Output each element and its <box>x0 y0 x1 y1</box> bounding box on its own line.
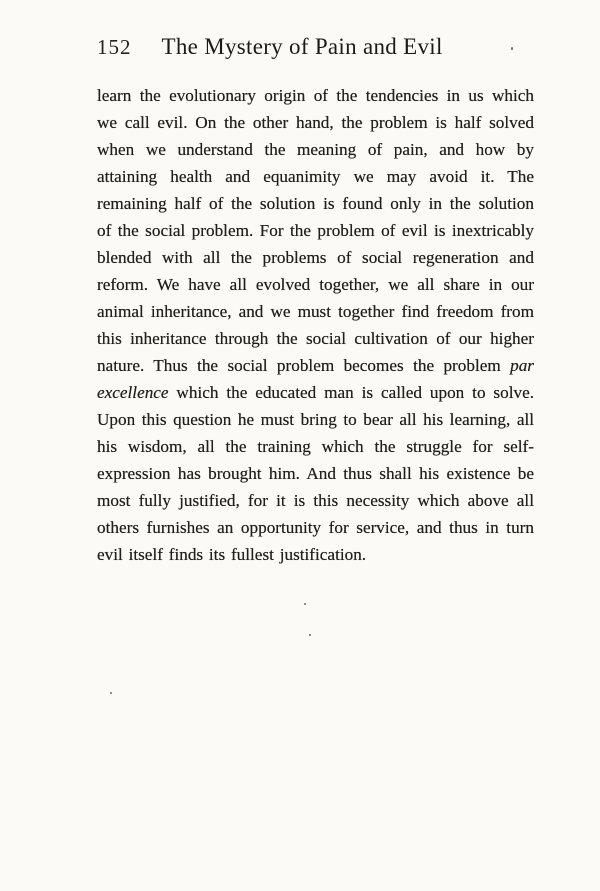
paragraph-text-italic: par excellence <box>97 356 534 402</box>
paragraph-text-after-italic: which the educated man is called upon to solve. Upon this question he must bring to bear all his learning, all his wisdom, all the training which the struggle for self-expression has brought him. And thus shall his existence be most fully justified, for it is this necessity which above all others furnishes an opportunity for service, and thus in turn evil itself finds its fullest justification. <box>97 383 534 564</box>
scan-speck <box>309 634 311 636</box>
scan-speck <box>304 603 306 605</box>
page-number: 152 <box>97 35 132 59</box>
page-header <box>97 34 534 60</box>
scan-speck <box>511 47 513 50</box>
page-title: The Mystery of Pain and Evil <box>161 34 443 59</box>
scan-speck <box>110 692 112 694</box>
paragraph-text-before-italic: learn the evolutionary origin of the tendencies in us which we call evil. On the other hand, the problem is half solved when we understand the meaning of pain, and how by attaining health and equanimity we may avoid it. The remaining half of the solution is found only in the solution of the social problem. For the problem of evil is inextricably blended with all the problems of social regeneration and reform. We have all evolved together, we all share in our animal inheritance, and we must together find freedom from this inheritance through the social cultivation of our higher nature. Thus the social problem becomes the problem <box>97 86 534 375</box>
body-paragraph <box>97 82 534 568</box>
